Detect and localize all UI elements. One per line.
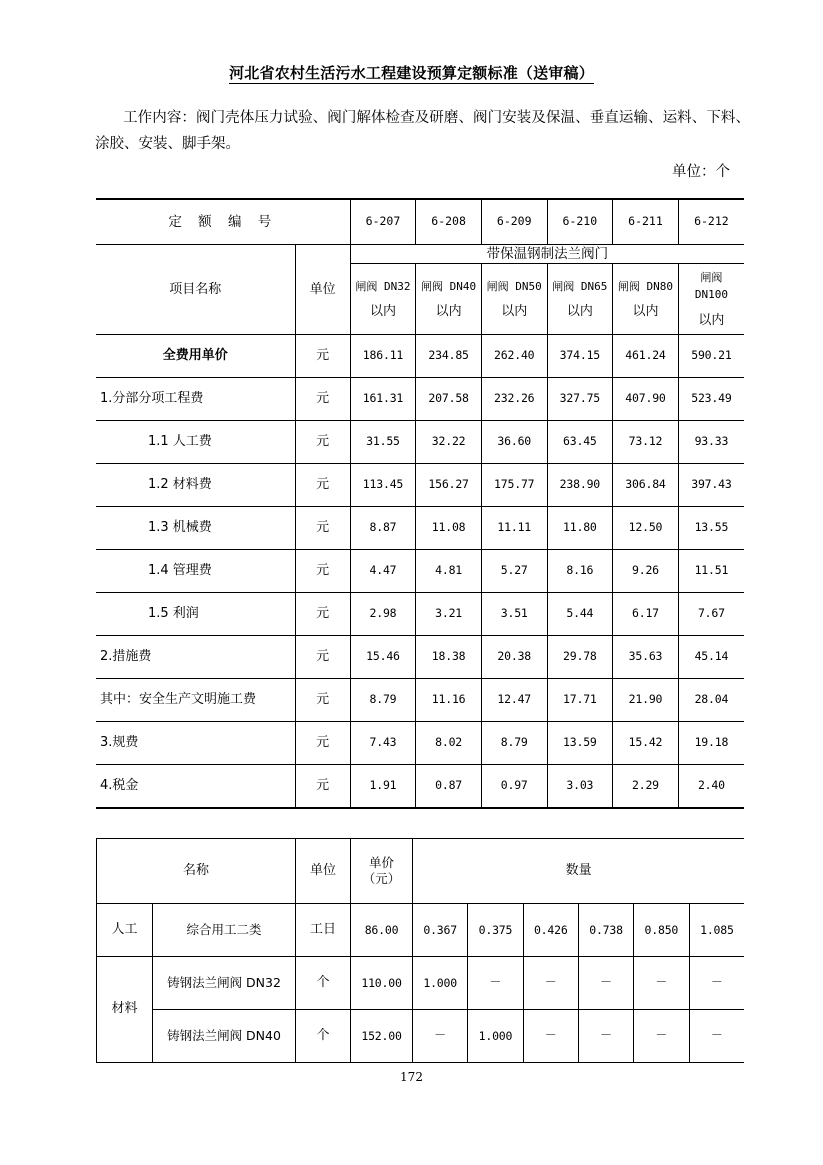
work-content-label: 工作内容： [123, 110, 196, 126]
materials-header-row [97, 839, 745, 904]
row-value: 5.44 [547, 593, 613, 636]
spec-line1: 闸阀 DN80 [617, 279, 674, 293]
row-unit: 元 [295, 679, 350, 722]
code-cell-1: 6-207 [350, 199, 416, 245]
row-value: 2.98 [350, 593, 416, 636]
row-value: 161.31 [350, 378, 416, 421]
materials-item-value: － [578, 1010, 633, 1063]
materials-item-value: － [578, 957, 633, 1010]
row-unit: 元 [295, 722, 350, 765]
row-value: 17.71 [547, 679, 613, 722]
row-value: 0.97 [481, 765, 547, 809]
row-value: 8.16 [547, 550, 613, 593]
table-row [96, 593, 744, 636]
row-value: 28.04 [678, 679, 744, 722]
row-value: 32.22 [416, 421, 482, 464]
quota-table [96, 198, 744, 809]
row-label: 4.税金 [96, 765, 295, 809]
code-cell-3: 6-209 [481, 199, 547, 245]
spec-line1: 闸阀 DN50 [486, 279, 542, 293]
row-value: 12.47 [481, 679, 547, 722]
row-value: 73.12 [613, 421, 679, 464]
materials-row [97, 904, 745, 957]
spec-cell-5 [613, 264, 679, 335]
row-value: 21.90 [613, 679, 679, 722]
spec-cell-6 [678, 264, 744, 335]
spec-line2: 以内 [501, 304, 528, 320]
row-value: 11.08 [416, 507, 482, 550]
table-row [96, 378, 744, 421]
materials-item-value: － [689, 957, 744, 1010]
row-value: 4.47 [350, 550, 416, 593]
code-cell-2: 6-208 [416, 199, 482, 245]
table-row [96, 722, 744, 765]
row-value: 15.42 [613, 722, 679, 765]
row-label: 1.2 材料费 [96, 464, 295, 507]
page-number: 172 [400, 1070, 423, 1084]
code-cell-5: 6-211 [613, 199, 679, 245]
table-row [96, 464, 744, 507]
unitprice-line1: 单价 [369, 854, 395, 870]
materials-item-value: － [634, 957, 689, 1010]
row-value: 523.49 [678, 378, 744, 421]
materials-item-unit: 工日 [296, 904, 351, 957]
row-value: 13.55 [678, 507, 744, 550]
row-label: 1.5 利润 [96, 593, 295, 636]
materials-item-value: 1.085 [689, 904, 744, 957]
group-header: 带保温钢制法兰阀门 [350, 245, 744, 264]
row-value: 15.46 [350, 636, 416, 679]
spec-line2: 以内 [435, 304, 462, 320]
spec-cell-3 [481, 264, 547, 335]
row-value: 8.02 [416, 722, 482, 765]
materials-item-value: 0.375 [468, 904, 523, 957]
materials-item-value: － [413, 1010, 468, 1063]
materials-item-name: 铸钢法兰闸阀 DN32 [153, 957, 296, 1010]
row-label: 全费用单价 [96, 335, 295, 378]
materials-item-value: － [523, 957, 578, 1010]
row-value: 12.50 [613, 507, 679, 550]
row-value: 232.26 [481, 378, 547, 421]
materials-unitprice-header [351, 839, 413, 904]
unitprice-line2: （元） [362, 871, 401, 886]
spec-line1: 闸阀 DN32 [355, 279, 411, 293]
row-label: 其中：安全生产文明施工费 [96, 679, 295, 722]
materials-item-unit: 个 [296, 1010, 351, 1063]
row-value: 2.40 [678, 765, 744, 809]
row-value: 8.79 [481, 722, 547, 765]
materials-name-header: 名称 [97, 839, 296, 904]
row-value: 7.43 [350, 722, 416, 765]
materials-item-value: － [634, 1010, 689, 1063]
row-value: 306.84 [613, 464, 679, 507]
row-value: 238.90 [547, 464, 613, 507]
materials-item-unit: 个 [296, 957, 351, 1010]
row-value: 461.24 [613, 335, 679, 378]
materials-item-price: 110.00 [351, 957, 413, 1010]
row-label: 1.1 人工费 [96, 421, 295, 464]
row-value: 20.38 [481, 636, 547, 679]
row-label: 1.3 机械费 [96, 507, 295, 550]
row-value: 175.77 [481, 464, 547, 507]
row-value: 8.79 [350, 679, 416, 722]
row-value: 63.45 [547, 421, 613, 464]
row-value: 35.63 [613, 636, 679, 679]
materials-item-name: 综合用工二类 [153, 904, 296, 957]
row-label: 2.措施费 [96, 636, 295, 679]
materials-row [97, 1010, 745, 1063]
materials-item-value: 1.000 [413, 957, 468, 1010]
row-unit: 元 [295, 765, 350, 809]
spec-cell-2 [416, 264, 482, 335]
spec-line2: 以内 [632, 304, 659, 320]
row-value: 207.58 [416, 378, 482, 421]
row-unit: 元 [295, 593, 350, 636]
row-value: 6.17 [613, 593, 679, 636]
code-label: 定 额 编 号 [96, 199, 350, 245]
row-value: 11.51 [678, 550, 744, 593]
row-value: 11.80 [547, 507, 613, 550]
page-title-text: 河北省农村生活污水工程建设预算定额标准（送审稿） [229, 64, 594, 82]
row-value: 397.43 [678, 464, 744, 507]
materials-unit-header: 单位 [296, 839, 351, 904]
spec-line1: 闸阀 DN65 [552, 279, 608, 293]
table-row [96, 550, 744, 593]
item-name-header: 项目名称 [96, 245, 295, 335]
table-row [96, 765, 744, 809]
page-title [0, 62, 823, 83]
row-value: 3.21 [416, 593, 482, 636]
materials-item-price: 86.00 [351, 904, 413, 957]
row-unit: 元 [295, 636, 350, 679]
row-value: 3.03 [547, 765, 613, 809]
row-value: 29.78 [547, 636, 613, 679]
unit-header: 单位 [295, 245, 350, 335]
materials-item-value: － [689, 1010, 744, 1063]
work-content-paragraph [95, 105, 750, 157]
row-value: 8.87 [350, 507, 416, 550]
row-value: 2.29 [613, 765, 679, 809]
spec-cell-1 [350, 264, 416, 335]
row-value: 93.33 [678, 421, 744, 464]
spec-line1: 闸阀 DN100 [694, 271, 728, 301]
spec-line1: 闸阀 DN40 [421, 279, 477, 293]
table-row-code [96, 199, 744, 245]
row-value: 3.51 [481, 593, 547, 636]
materials-group-label: 人工 [97, 904, 153, 957]
materials-group-label: 材料 [97, 957, 153, 1063]
spec-line2: 以内 [369, 304, 396, 320]
materials-item-price: 152.00 [351, 1010, 413, 1063]
materials-item-value: － [523, 1010, 578, 1063]
materials-item-value: 0.367 [413, 904, 468, 957]
row-value: 11.11 [481, 507, 547, 550]
row-unit: 元 [295, 550, 350, 593]
row-value: 5.27 [481, 550, 547, 593]
row-unit: 元 [295, 507, 350, 550]
row-value: 4.81 [416, 550, 482, 593]
row-value: 1.91 [350, 765, 416, 809]
materials-item-value: 1.000 [468, 1010, 523, 1063]
table-row [96, 421, 744, 464]
row-value: 234.85 [416, 335, 482, 378]
row-value: 19.18 [678, 722, 744, 765]
materials-item-value: 0.426 [523, 904, 578, 957]
row-value: 590.21 [678, 335, 744, 378]
spec-line2: 以内 [566, 304, 593, 320]
row-unit: 元 [295, 335, 350, 378]
table-row [96, 679, 744, 722]
materials-quantity-header: 数量 [413, 839, 745, 904]
row-value: 9.26 [613, 550, 679, 593]
code-cell-6: 6-212 [678, 199, 744, 245]
row-value: 327.75 [547, 378, 613, 421]
row-value: 31.55 [350, 421, 416, 464]
row-unit: 元 [295, 464, 350, 507]
row-value: 7.67 [678, 593, 744, 636]
table-row [96, 636, 744, 679]
row-value: 262.40 [481, 335, 547, 378]
materials-item-value: － [468, 957, 523, 1010]
row-value: 407.90 [613, 378, 679, 421]
materials-item-name: 铸钢法兰闸阀 DN40 [153, 1010, 296, 1063]
spec-line2: 以内 [698, 312, 725, 328]
materials-row [97, 957, 745, 1010]
row-label: 3.规费 [96, 722, 295, 765]
row-value: 45.14 [678, 636, 744, 679]
table-row [96, 335, 744, 378]
row-value: 13.59 [547, 722, 613, 765]
table-row [96, 507, 744, 550]
row-unit: 元 [295, 378, 350, 421]
row-value: 18.38 [416, 636, 482, 679]
code-cell-4: 6-210 [547, 199, 613, 245]
materials-item-value: 0.850 [634, 904, 689, 957]
row-value: 156.27 [416, 464, 482, 507]
row-value: 36.60 [481, 421, 547, 464]
materials-item-value: 0.738 [578, 904, 633, 957]
row-value: 374.15 [547, 335, 613, 378]
table-row-group [96, 245, 744, 264]
row-value: 11.16 [416, 679, 482, 722]
spec-cell-4 [547, 264, 613, 335]
row-label: 1.分部分项工程费 [96, 378, 295, 421]
row-value: 113.45 [350, 464, 416, 507]
unit-note: 单位：个 [672, 164, 730, 180]
row-unit: 元 [295, 421, 350, 464]
row-label: 1.4 管理费 [96, 550, 295, 593]
row-value: 186.11 [350, 335, 416, 378]
row-value: 0.87 [416, 765, 482, 809]
materials-table [96, 838, 744, 1063]
work-content-text: 阀门壳体压力试验、阀门解体检查及研磨、阀门安装及保温、垂直运输、运料、下料、涂胶、安装、脚手架。 [95, 110, 751, 152]
